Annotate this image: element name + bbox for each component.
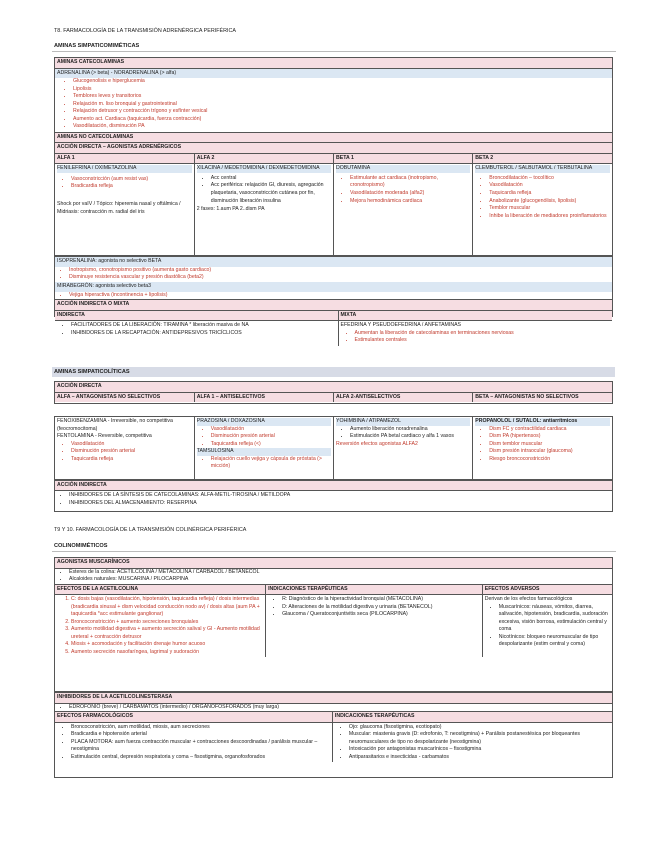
anta-a1-drug: PRAZOSINA / DOXAZOSINA: [197, 418, 331, 426]
alfa1-item: • Vasoconstricción (aum resist vas): [71, 176, 192, 184]
ind2-item: • Ojo: glaucoma (fisostigmina, ecotiopato): [349, 724, 610, 732]
efectos-item: 3. Aumento motilidad digestiva + aumento secreción salival y GI - Aumento motilidad ureteral + contracción detrusor: [71, 626, 263, 641]
beta2-item: • Inhibe la liberación de mediadores proinflamatorios: [489, 213, 610, 221]
ef2-item: • Broncoconstricción, aum motilidad, miosis, aum secreciones: [71, 724, 330, 732]
indirecta-head: INDIRECTA: [55, 310, 338, 321]
catecol-title: AMINAS CATECOLAMINAS: [55, 58, 612, 69]
beta2-item: • Broncodilatación – tocolítico: [489, 175, 610, 183]
antagonistas-table: [55, 417, 612, 480]
agonistas-table: [55, 153, 612, 257]
adrenalina-item: • Temblores leves y transitorios: [73, 93, 612, 101]
mirabegron-item: • Vejiga hiperactiva (incontinencia + lipolisis): [69, 292, 612, 300]
indic-item: • D: Alteraciones de la motilidad digestiva y urinaria (BETANECOL): [282, 604, 480, 612]
efectos-cell: [55, 595, 266, 658]
musc-list: [55, 569, 612, 584]
anta-a1-item: • Disminución presión arterial: [211, 433, 331, 441]
beta2-list: [475, 175, 610, 220]
accion-indirecta2-title: ACCIÓN INDIRECTA: [55, 480, 612, 491]
musc-item: • Alcaloides naturales: MUSCARINA / PILOCARPINA: [69, 576, 612, 584]
ind2-list: [335, 724, 610, 762]
anta-ns-item: • Disminución presión arterial: [71, 448, 192, 456]
beta1-drug: DOBUTAMINA: [336, 165, 470, 173]
anta-a2-cell: [334, 417, 473, 479]
alfa2-item: • Acc central: [211, 175, 331, 183]
accion-directa2-title: ACCIÓN DIRECTA: [55, 382, 612, 393]
ef2-list: [57, 724, 330, 762]
anta-b-item: • Riesgo broncoconstricción: [489, 456, 610, 464]
ind2-cell: [332, 722, 612, 762]
anta-b-item: • Dism temblor muscular: [489, 441, 610, 449]
anta-a1-item: • Taquicardia refleja (<): [211, 441, 331, 449]
anta-b-cell: [473, 417, 612, 479]
indic-cell: [266, 595, 483, 658]
indirecta-item: • INHIBIDORES DE LA RECAPTACIÓN: ANTIDEPRESIVOS TRICÍCLICOS: [71, 330, 336, 338]
no-catecol-title: AMINAS NO CATECOLAMINAS: [55, 132, 612, 143]
isoprenalina-title: ISOPRENALINA: agonista no selectivo BETA: [55, 256, 612, 267]
adv-head: EFECTOS ADVERSOS: [482, 584, 612, 595]
accion-directa-box: [54, 381, 613, 404]
ach-table: [55, 584, 612, 658]
alfa2-head: ALFA 2: [194, 153, 333, 164]
beta1-head: BETA 1: [334, 153, 473, 164]
efectos-item: 1. C: dosis bajas (vasodilatación, hipotensión, taquicardia refleja) / dosis intermedias (bradicardia sinusal + dism velocidad conducción nodo av) / dosis altas (aum PA + taquicardia *acc estimulante ganglionar): [71, 596, 263, 619]
isoprenalina-list: [55, 267, 612, 282]
alfa1-drug: FENILEFRINA / OXIMETAZOLINA: [57, 165, 192, 173]
section-title: AMINAS SIMPATICOMIMÉTICAS: [52, 41, 616, 52]
ef2-head: EFECTOS FARMACOLÓGICOS: [55, 712, 332, 723]
beta2-item: • Taquicardia refleja: [489, 190, 610, 198]
adrenalina-item: • Aumento act. Cardiaca (taquicardia, fuerza contracción): [73, 116, 612, 124]
anta-ns-cell: [55, 417, 194, 479]
indic-head: INDICACIONES TERAPÉUTICAS: [266, 584, 483, 595]
adrenalina-item: • Vasodilatación, disminución PA: [73, 123, 612, 131]
alfa1-note: Shock por vaIV / Tópico: hiperemia nasal y oftálmica / Midriasis: contracción m. radial del iris: [57, 200, 181, 215]
beta2-item: • Anabolizante (glucogenólisis, lipolisis): [489, 198, 610, 206]
adv-item: • Muscarínicos: náuseas, vómitos, diarrea, salivación, hipotensión, bradicardia, sudoración excesiva, visión borrosa, estimulación central y coma: [499, 604, 610, 634]
ef2-item: • Estimulación central, depresión respiratoria y coma – fisostigmina, organofosforados: [71, 754, 330, 762]
anta-a2-item: • Estimulación PA betal cardiaco y alfa 1 vasos: [350, 433, 470, 441]
ef2-item: • Bradicardia e hipotensión arterial: [71, 731, 330, 739]
adrenalina-item: • Relajación m. liso bronquial y gastrointestinal: [73, 101, 612, 109]
indirecta2-item: • INHIBIDORES DE LA SÍNTESIS DE CATECOLAMINAS: ALFA-METIL-TIROSINA / METILDOPA: [69, 492, 612, 500]
inhib-title: INHIBIDORES DE LA ACETILCOLINESTERASA: [55, 693, 612, 704]
anta-ns-item: • Vasodilatación: [71, 441, 192, 449]
isoprenalina-item: • Inotropismo, cronotropismo positivo (aumenta gasto cardiaco): [69, 267, 612, 275]
indirecta-item: • FACILITADORES DE LA LIBERACIÓN: TIRAMINA * liberación masiva de NA: [71, 322, 336, 330]
mixta-item: • Aumentan la liberación de catecolaminas en terminaciones nerviosas: [355, 330, 611, 338]
alfa2-list: [197, 175, 331, 205]
anta-b-item: • Dism PA (hipertensos): [489, 433, 610, 441]
musc-item: • Ésteres de la colina: ACETILCOLINA / METACOLINA / CARBACOL / BETANECOL: [69, 569, 612, 577]
page2-header: T9 Y 10. FARMACOLOGÍA DE LA TRANSMISIÓN COLINÉRGICA PERIFÉRICA: [54, 527, 247, 533]
antagonistas-box: [54, 416, 613, 512]
ef2-cell: [55, 722, 332, 762]
alfa2-cell: [194, 164, 333, 256]
beta1-item: • Estimulante act cardiaca (inotropismo, cronotropismo): [350, 175, 470, 190]
adv-intro: Derivan de los efectos farmacológicos: [484, 596, 573, 603]
efectos-list: [57, 596, 263, 656]
mixta-item: • Estimulantes centrales: [355, 337, 611, 345]
indirecta-cell: [55, 321, 338, 346]
indirecta-mixta-table: [55, 310, 612, 346]
musc-title: AGONISTAS MUSCARÍNICOS: [55, 558, 612, 569]
anta-ns-list: [57, 441, 192, 464]
adrenalina-title: ADRENALINA (> beta) - NORADRENALINA (> alfa): [55, 69, 612, 79]
adv-item: • Nicotínicos: bloqueo neuromuscular de tipo despolarizante (estim central y coma): [499, 634, 610, 649]
alfa1-item: • Bradicardia refleja: [71, 183, 192, 191]
beta1-item: • Mejora hemodinámica cardiaca: [350, 198, 470, 206]
alfa1-head: ALFA 1: [55, 153, 194, 164]
anta-b-drug: PROPANOLOL / SUTALOL: antiarrítmicos: [475, 418, 610, 426]
indirecta2-list: [55, 490, 612, 507]
col-head-3: ALFA 2-ANTISELECTIVOS: [334, 393, 473, 403]
efectos-head: EFECTOS DE LA ACETILCOLINA: [55, 584, 266, 595]
alfa1-cell: [55, 164, 194, 256]
anta-b-list: [475, 426, 610, 464]
adrenalina-item: • Relajación detrusor y contracción trígono y esfínter vesical: [73, 108, 612, 116]
alfa2-item: • Acc periférica: relajación GI, diuresis, agregación plaquetaria, vasoconstricción cutánea por fin, disminución liberación insulina: [211, 182, 331, 205]
indic-item: • Glaucoma / Queratoconjuntivitis seca (PILOCARPINA): [282, 611, 480, 619]
accion-directa-title: ACCIÓN DIRECTA – AGONISTAS ADRENÉRGICOS: [55, 142, 612, 153]
mixta-head: MIXTA: [338, 310, 612, 321]
indic-item: • R: Diagnóstico de la hiperactividad bronquial (METACOLINA): [282, 596, 480, 604]
anta-b-item: • Dism FC y contractilidad cardiaca: [489, 426, 610, 434]
mixta-list: [341, 330, 611, 345]
alfa1-list: [57, 176, 192, 191]
alfa2-drug: XILACINA / MEDETOMIDINA / DEXMEDETOMIDINA: [197, 165, 331, 173]
isoprenalina-item: • Disminuye resistencia vascular y presión diastólica (beta2): [69, 274, 612, 282]
anta-a1-list: [197, 426, 331, 449]
indirecta2-item: • INHIBIDORES DEL ALMACENAMIENTO: RESERPINA: [69, 500, 612, 508]
inhibidores-box: [54, 692, 613, 778]
adrenalina-item: • Glucogenolisis e hiperglucemia: [73, 78, 612, 86]
ef2-item: • PLACA MOTORA: aum fuerza contracción muscular + contracciones descoordinadas / parálisis muscular – neostigmina: [71, 739, 330, 754]
efectos-item: 2. Broncoconstricción + aumento secreciones bronquiales: [71, 619, 263, 627]
anta-a2-list: [336, 426, 470, 441]
ind2-item: • Muscular: miastenia gravis (D: edrofonio, T: neostigmina) + Parálisis postanestésica por bloqueantes neuromusculares de tipo no despolarizante (neostigmina): [349, 731, 610, 746]
beta2-item: • Temblor muscular: [489, 205, 610, 213]
beta2-cell: [473, 164, 612, 256]
alfa2-note: 2 fases: 1.aum PA 2..dism PA: [196, 206, 265, 213]
anta-a1-cell: [194, 417, 333, 479]
inhib-item: • EDROFONIO (breve) / CARBAMATOS (intermedio) / ORGANOFOSFORADOS (muy larga): [69, 704, 612, 712]
muscarinicos-box: [54, 557, 613, 692]
adrenalina-list: [55, 78, 612, 131]
anta-ns-line2: FENTOLAMINA - Reversible, competitiva: [57, 433, 152, 440]
anta-a1-item2: • Relajación cuello vejiga y cápsula de próstata (> micción): [211, 456, 331, 471]
anta-ns-line1: FENOXIBENZAMINA - Irreversible, no competitiva (feocromocitoma): [57, 418, 173, 432]
beta2-head: BETA 2: [473, 153, 612, 164]
colinomimeticos-title: COLINOMIMÉTICOS: [52, 541, 616, 552]
anta-b-item: • Dism presión intraocular (glaucoma): [489, 448, 610, 456]
page-header: T8. FARMACOLOGÍA DE LA TRANSMISIÓN ADRENÉRGICA PERIFÉRICA: [54, 28, 237, 34]
mixta-drug: EFEDRINA Y PSEUDOEFEDRINA / ANFETAMINAS: [340, 322, 461, 329]
beta2-drug: CLEMBUTEROL / SALBUTAMOL / TERBUTALINA: [475, 165, 610, 173]
anta-ns-item: • Taquicardia refleja: [71, 456, 192, 464]
anta-a1-drug2: TAMSULOSINA: [197, 448, 331, 456]
beta1-list: [336, 175, 470, 205]
inhib-table: [55, 711, 612, 762]
mirabegron-title: MIRABEGRÓN: agonista selectivo beta3: [55, 282, 612, 292]
indirecta-mixta-title: ACCIÓN INDIRECTA O MIXTA: [55, 299, 612, 310]
indic-list: [268, 596, 480, 619]
simpaticoliticas-title: AMINAS SIMPATICOLÍTICAS: [52, 367, 615, 377]
ind2-head: INDICACIONES TERAPÉUTICAS: [332, 712, 612, 723]
beta2-item: • Vasodilatación: [489, 182, 610, 190]
mirabegron-list: [55, 292, 612, 300]
mixta-cell: [338, 321, 612, 346]
anta-a2-drug: YOHIMBINA / ATIPAMEZOL: [336, 418, 470, 426]
anta-a1-item: • Vasodilatación: [211, 426, 331, 434]
efectos-item: 4. Miosis + acomodación y facilitación drenaje humor acuoso: [71, 641, 263, 649]
anta-a2-note: Reversión efectos agonistas ALFA2: [336, 440, 418, 447]
beta1-cell: [334, 164, 473, 256]
adrenalina-item: • Lipolisis: [73, 86, 612, 94]
ind2-item: • Antiparasitarios e insecticidas - carbamatos: [349, 754, 610, 762]
adv-list: [485, 604, 610, 649]
antagonistas-heads: [55, 393, 612, 403]
indirecta-list: [57, 322, 336, 337]
col-head-1: ALFA – ANTAGONISTAS NO SELECTIVOS: [55, 393, 194, 403]
efectos-item: 5. Aumento secreción nasofaríngea, lagrimal y sudoración: [71, 649, 263, 657]
simpaticomimeticas-box: [54, 57, 613, 344]
ind2-item: • Intoxicación por antagonistas muscarínicos – fisostigmina: [349, 746, 610, 754]
anta-a1-list2: [197, 456, 331, 471]
col-head-4: BETA – ANTAGONISTAS NO SELECTIVOS: [473, 393, 612, 403]
adv-cell: [482, 595, 612, 658]
anta-a2-item: • Aumento liberación noradrenalina: [350, 426, 470, 434]
beta1-item: • Vasodilatación moderada (alfa2): [350, 190, 470, 198]
col-head-2: ALFA 1 – ANTISELECTIVOS: [194, 393, 333, 403]
inhib-list: [55, 704, 612, 712]
